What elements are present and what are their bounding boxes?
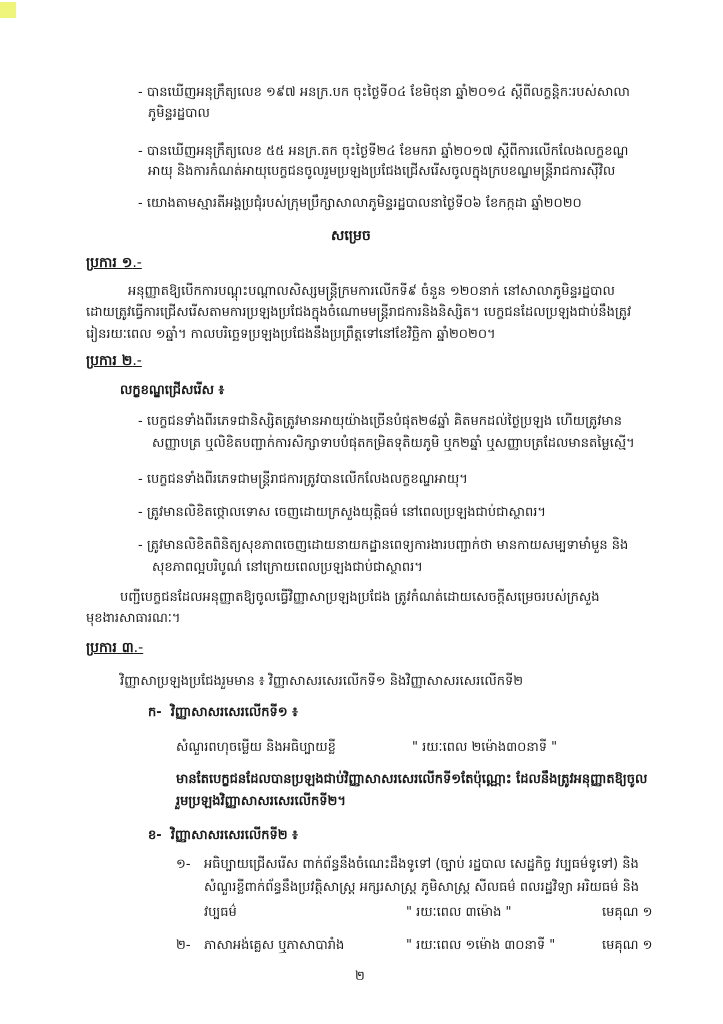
part-a-heading: ក- វិញ្ញាសាសរសេរលើកទី១ ៖	[148, 705, 298, 720]
article-2-heading: ប្រការ ២.-	[86, 353, 142, 369]
criteria-item-4-cont: សុខភាពល្អបរិបូណ៌ នៅក្រោយពេលប្រឡងជាប់ជាស្ថាពរ។	[152, 560, 423, 575]
article-2-note-line-2: មុខងារសាធារណៈ។	[86, 611, 181, 626]
preamble-item-1: - បានឃើញអនុក្រឹត្យលេខ ១៩៧ អនក្រ.បក ចុះថ្ងៃទី០៤ ខែមិថុនា ឆ្នាំ២០១៤ ស្តីពីលក្ខន្តិកៈរបស់សាលា	[138, 85, 630, 100]
criteria-title: លក្ខខណ្ឌជ្រើសរើស ៖	[120, 383, 225, 398]
decision-title: សម្រេច	[331, 228, 371, 244]
criteria-item-1: - បេក្ខជនទាំងពីរភេទជានិស្សិតត្រូវមានអាយុយ៉ាងច្រើនបំផុត២៨ឆ្នាំ គិតមកដល់ថ្ងៃប្រឡង ហើយត្រូវមាន	[138, 414, 622, 429]
part-b-item-2-duration: " រយៈពេល ១ម៉ោង ៣០នាទី "	[406, 938, 556, 953]
article-1-line-3: រៀនរយៈពេល ១ឆ្នាំ។ កាលបរិច្ឆេទប្រឡងប្រជែងនឹងប្រព្រឹត្តទៅនៅខែវិច្ឆិកា ឆ្នាំ២០២០។	[86, 327, 496, 342]
article-1-line-2: ដោយត្រូវធ្វើការជ្រើសរើសតាមការប្រឡងប្រជែងក្នុងចំណោមមន្ត្រីរាជការនិងនិស្សិត។ បេក្ខជនដែលប្រឡងជាប់នឹងត្រូវ	[86, 305, 632, 320]
criteria-item-4: - ត្រូវមានលិខិតពិនិត្យសុខភាពចេញដោយនាយកដ្ឋានពេទ្យការងារបញ្ជាក់ថា មានកាយសម្បទាមាំមួន និង	[138, 538, 629, 553]
part-a-note-line-2: រួមប្រឡងវិញ្ញាសាសរសេរលើកទី២។	[176, 794, 346, 809]
part-b-item-2-number: ២-	[176, 938, 191, 953]
article-3-intro: វិញ្ញាសាប្រឡងប្រជែងរួមមាន ៖ វិញ្ញាសាសរសេរលើកទី១ និងវិញ្ញាសាសរសេរលើកទី២	[120, 674, 524, 689]
article-1-line-1: អនុញ្ញាតឱ្យបើកការបណ្តុះបណ្តាលសិស្សមន្ត្រីក្រមការលើកទី៩ ចំនួន ១២០នាក់ នៅសាលាភូមិន្ទរដ្ឋបាល	[128, 284, 615, 299]
part-b-item-2-line-1: ភាសាអង់គ្លេស ឬភាសាបារាំង	[204, 938, 345, 953]
highlight-marker	[0, 2, 16, 18]
part-b-item-1-duration: " រយៈពេល ៣ម៉ោង "	[406, 905, 512, 920]
part-b-item-1-number: ១-	[176, 857, 191, 872]
preamble-item-2: - បានឃើញអនុក្រឹត្យលេខ ៥៥ អនក្រ.តក ចុះថ្ងៃទី២៤ ខែមករា ឆ្នាំ២០១៧ ស្តីពីការលើកលែងលក្ខខណ្ឌ	[138, 144, 629, 159]
preamble-item-2-cont: អាយុ និងការកំណត់អាយុបេក្ខជនចូលរួមប្រឡងប្រជែងជ្រើសរើសចូលក្នុងក្របខណ្ឌមន្ត្រីរាជការស៊ីវិល	[148, 164, 616, 179]
part-b-item-1-line-3: វប្បធម៌	[204, 905, 237, 920]
criteria-item-2: - បេក្ខជនទាំងពីរភេទជាមន្ត្រីរាជការត្រូវបានលើកលែងលក្ខខណ្ឌអាយុ។	[138, 472, 468, 487]
criteria-item-1-cont: សញ្ញាបត្រ ឬលិខិតបញ្ជាក់ការសិក្សាទាបបំផុតកម្រិតទុតិយភូមិ ឬក២ឆ្នាំ ឬសញ្ញាបត្រដែលមានតម្លៃស្មើ។	[152, 436, 635, 451]
part-b-heading: ខ- វិញ្ញាសាសរសេរលើកទី២ ៖	[148, 828, 298, 843]
article-1-heading: ប្រការ ១.-	[86, 255, 142, 271]
part-b-item-1-line-2: សំណួរខ្លីពាក់ព័ន្ធនឹងប្រវត្តិសាស្ត្រ អក្សរសាស្ត្រ ភូមិសាស្ត្រ សីលធម៌ ពលរដ្ឋវិទ្យា អរិយធម៌ និង	[204, 880, 640, 895]
article-3-heading: ប្រការ ៣.-	[86, 640, 144, 656]
part-a-duration: " រយៈពេល ២ម៉ោង៣០នាទី "	[412, 740, 558, 755]
part-b-item-1-coefficient: មេគុណ ១	[602, 905, 653, 920]
preamble-item-1-cont: ភូមិន្ទរដ្ឋបាល	[148, 106, 210, 121]
article-2-note-line-1: បញ្ជីបេក្ខជនដែលអនុញ្ញាតឱ្យចូលធ្វើវិញ្ញាសាប្រឡងប្រជែង ត្រូវកំណត់ដោយសេចក្តីសម្រេចរបស់ក្រសួង	[120, 590, 600, 605]
part-a-note-line-1: មានតែបេក្ខជនដែលបានប្រឡងជាប់វិញ្ញាសាសរសេរលើកទី១តែប៉ុណ្ណោះ ដែលនឹងត្រូវអនុញ្ញាតឱ្យចូល	[176, 772, 648, 787]
part-b-item-2-coefficient: មេគុណ ១	[602, 938, 653, 953]
preamble-item-3: - យោងតាមស្មារតីអង្គប្រជុំរបស់ក្រុមប្រឹក្សាសាលាភូមិន្ទរដ្ឋបាលនាថ្ងៃទី០៦ ខែកក្កដា ឆ្នាំ២០២០	[138, 196, 582, 211]
part-a-subject: សំណួរពហុចម្លើយ និងអធិប្បាយខ្លី	[176, 740, 336, 755]
page-number: ២	[355, 969, 365, 984]
criteria-item-3: - ត្រូវមានលិខិតថ្កោលទោស ចេញដោយក្រសួងយុត្តិធម៌ នៅពេលប្រឡងជាប់ជាស្ថាពរ។	[138, 505, 546, 520]
part-b-item-1-line-1: អធិប្បាយជ្រើសរើស ពាក់ព័ន្ធនឹងចំណេះដឹងទូទៅ (ច្បាប់ រដ្ឋបាល សេដ្ឋកិច្ច វប្បធម៌ទូទៅ) និង	[204, 857, 639, 872]
